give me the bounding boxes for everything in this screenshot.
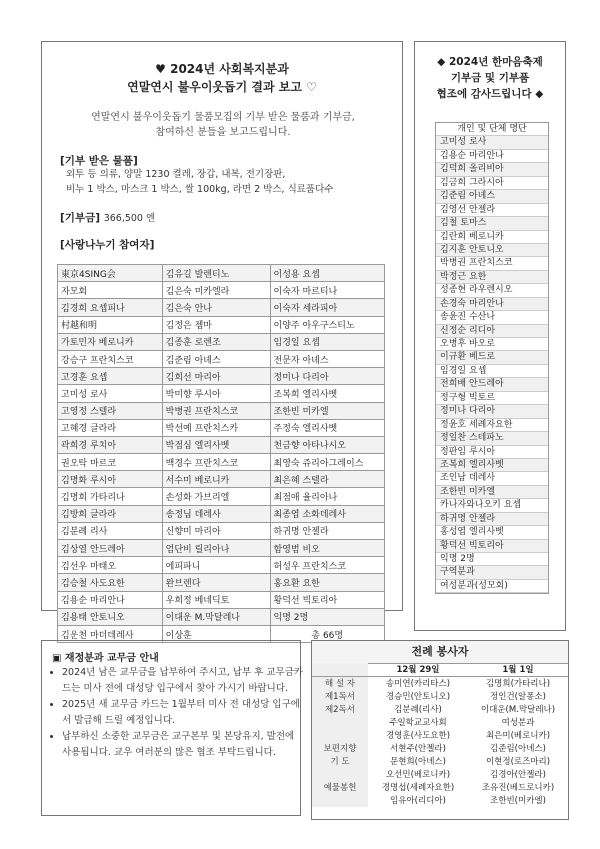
list-item: 김영선 안젤라 bbox=[436, 204, 548, 217]
server-cell: 경승민(안토니오) bbox=[385, 691, 451, 702]
participant-cell: 조복희 엘리사벳 bbox=[270, 385, 384, 402]
goods-line2: 비누 1 박스, 마스크 1 박스, 쌀 100kg, 라면 2 박스, 식료품다수 bbox=[66, 184, 334, 195]
table-row bbox=[58, 574, 385, 591]
list-item: 황덕선 빅토리아 bbox=[436, 540, 548, 553]
role-header-cell bbox=[312, 663, 368, 677]
list-item: • 2025년 새 교무금 카드는 1월부터 미사 전 대성당 입구에서 발급해 드릴 예정입니다. bbox=[62, 697, 306, 729]
participant-cell: 김분례 리사 bbox=[58, 522, 163, 539]
report-box bbox=[41, 41, 403, 641]
list-item: • 2024년 남은 교무금을 납부하여 주시고, 납부 후 교무금카드는 미사 전에 대성당 입구에서 찾아 가시기 바랍니다. bbox=[62, 665, 306, 697]
participant-cell: 이상훈 bbox=[162, 625, 270, 642]
participant-cell: 송정님 데레사 bbox=[162, 505, 270, 522]
festival-title-line2: 기부금 및 기부품 bbox=[450, 72, 530, 84]
role-cell bbox=[312, 794, 368, 807]
server-cell: 조유진(베드로니카) bbox=[481, 782, 555, 793]
participant-cell: 전문자 아녜스 bbox=[270, 350, 384, 367]
table-row bbox=[312, 768, 568, 781]
list-item: 박정근 요한 bbox=[436, 271, 548, 284]
date-header: 1월 1일 bbox=[468, 663, 568, 677]
participant-cell: 함영범 비오 bbox=[270, 540, 384, 557]
role-cell bbox=[312, 729, 368, 742]
table-row bbox=[58, 299, 385, 316]
table-row bbox=[58, 282, 385, 299]
table-row bbox=[312, 677, 568, 691]
participant-cell: 김명희 가타리나 bbox=[58, 488, 163, 505]
list-item: 이규환 베드로 bbox=[436, 351, 548, 364]
participant-cell: 김희선 마리아 bbox=[162, 368, 270, 385]
money-section bbox=[60, 210, 155, 225]
role-cell: 제2독서 bbox=[312, 703, 368, 716]
festival-thanks-title bbox=[415, 54, 565, 102]
finance-notice-list bbox=[50, 665, 306, 761]
participant-cell: 고영정 스텔라 bbox=[58, 402, 163, 419]
participant-cell: 임경일 요셉 bbox=[270, 333, 384, 350]
table-row bbox=[312, 781, 568, 794]
donor-list-header: 개인 및 단체 명단 bbox=[436, 123, 548, 136]
server-cell: 여성분과 bbox=[501, 717, 535, 728]
list-item: 조한빈 미카엘 bbox=[436, 486, 548, 499]
server-cell: 김분례(리사) bbox=[394, 704, 442, 715]
list-item: 김금희 그라시아 bbox=[436, 177, 548, 190]
table-row bbox=[58, 316, 385, 333]
participant-cell: 최종엽 소화데레사 bbox=[270, 505, 384, 522]
table-row bbox=[58, 333, 385, 350]
participant-cell: 박병권 프란치스코 bbox=[162, 402, 270, 419]
list-item: 정일찬 스테파노 bbox=[436, 432, 548, 445]
participant-cell: 익명 2명 bbox=[270, 608, 384, 625]
list-item: 손경숙 마리안나 bbox=[436, 298, 548, 311]
list-item: 전희배 안드레아 bbox=[436, 378, 548, 391]
participant-cell: 최은혜 스텔라 bbox=[270, 471, 384, 488]
table-row bbox=[58, 591, 385, 608]
role-cell: 예물봉헌 bbox=[312, 781, 368, 794]
participant-cell: 조한빈 미카엘 bbox=[270, 402, 384, 419]
participants-table bbox=[57, 264, 385, 643]
server-cell: 오선민(베로니카) bbox=[385, 769, 451, 780]
list-item: 임경일 요셉 bbox=[436, 365, 548, 378]
server-cell: 임유아(리디아) bbox=[390, 795, 446, 806]
table-row bbox=[312, 755, 568, 768]
table-row bbox=[58, 471, 385, 488]
list-item: 카나자와나오키 요셉 bbox=[436, 499, 548, 512]
participant-cell: 고경훈 요셉 bbox=[58, 368, 163, 385]
participant-cell: 에피파니 bbox=[162, 557, 270, 574]
table-row bbox=[58, 419, 385, 436]
participant-cell: 東京4SING会 bbox=[58, 265, 163, 282]
server-cell: 김준림(아녜스) bbox=[490, 743, 546, 754]
participant-cell: 김상열 안드레아 bbox=[58, 540, 163, 557]
finance-notice-title: ▣ 재정분과 교무금 안내 bbox=[52, 653, 159, 664]
table-row bbox=[58, 540, 385, 557]
participant-cell: 이숙자 세라피아 bbox=[270, 299, 384, 316]
participant-cell: 하귀명 안젤라 bbox=[270, 522, 384, 539]
participant-cell: 곽희경 루치아 bbox=[58, 436, 163, 453]
participant-cell: 총 66명 bbox=[270, 625, 384, 642]
table-row bbox=[58, 488, 385, 505]
list-item: 성종현 라우렌시오 bbox=[436, 284, 548, 297]
finance-notice-box bbox=[41, 640, 304, 816]
participant-cell: 김정은 젬마 bbox=[162, 316, 270, 333]
table-row bbox=[58, 350, 385, 367]
list-item: 신정순 리디아 bbox=[436, 325, 548, 338]
server-cell: 경명섭(세례자요한) bbox=[381, 782, 455, 793]
table-row bbox=[58, 454, 385, 471]
server-cell: 이대운(M.막달레나) bbox=[480, 704, 556, 715]
participant-cell: 황덕선 빅토리아 bbox=[270, 591, 384, 608]
goods-line1: 외투 등 의류, 양말 1230 켤레, 장갑, 내복, 전기장판, bbox=[66, 169, 286, 180]
intro-line2: 참여하신 분들을 보고드립니다. bbox=[155, 127, 291, 138]
table-row bbox=[58, 265, 385, 282]
list-item: 여성분과(성모회) bbox=[436, 580, 548, 593]
participant-cell: 이양주 아우구스티노 bbox=[270, 316, 384, 333]
list-item: 정미나 다리아 bbox=[436, 405, 548, 418]
money-value: 366,500 엔 bbox=[103, 213, 156, 224]
report-title-line2: 연말연시 불우이웃돕기 결과 보고 ♡ bbox=[127, 80, 317, 94]
list-item: 조복희 엘리사벳 bbox=[436, 459, 548, 472]
participant-cell: 김방희 글라라 bbox=[58, 505, 163, 522]
participant-cell: 손성화 가브리엘 bbox=[162, 488, 270, 505]
participant-cell: 김승철 사도요한 bbox=[58, 574, 163, 591]
report-title-line1: ♥ 2024년 사회복지분과 bbox=[155, 62, 289, 76]
role-cell: 제1독서 bbox=[312, 690, 368, 703]
list-item: 정윤호 세례자요한 bbox=[436, 419, 548, 432]
server-cell: 주일학교교사회 bbox=[389, 717, 447, 728]
participant-cell: 강승구 프란치스코 bbox=[58, 350, 163, 367]
role-cell bbox=[312, 716, 368, 729]
table-row bbox=[312, 690, 568, 703]
participant-cell: 김유길 발렌티노 bbox=[162, 265, 270, 282]
money-section-title: [기부금] bbox=[60, 212, 101, 224]
server-cell: 조한빈(미카엘) bbox=[490, 795, 546, 806]
server-cell: 이현정(로즈마리) bbox=[485, 756, 551, 767]
participant-cell: 천금향 아타나시오 bbox=[270, 436, 384, 453]
list-item: 김준림 아녜스 bbox=[436, 190, 548, 203]
server-cell: 최은미(베로니카) bbox=[485, 730, 551, 741]
participant-cell: 박미향 루시아 bbox=[162, 385, 270, 402]
participant-cell: 신향미 마리아 bbox=[162, 522, 270, 539]
participant-cell: 고미성 로사 bbox=[58, 385, 163, 402]
participant-cell: 엄단비 릴리아나 bbox=[162, 540, 270, 557]
participant-cell: 박점심 엘리사벳 bbox=[162, 436, 270, 453]
server-cell: 문현희(아녜스) bbox=[390, 756, 446, 767]
donor-name-list bbox=[435, 122, 549, 594]
participant-cell: 권오탁 마르코 bbox=[58, 454, 163, 471]
server-cell: 김경아(안젤라) bbox=[490, 769, 546, 780]
participant-cell: 김은숙 안나 bbox=[162, 299, 270, 316]
list-item: 김란희 베로니카 bbox=[436, 231, 548, 244]
participant-cell: 村越和明 bbox=[58, 316, 163, 333]
role-cell bbox=[312, 768, 368, 781]
list-item: 김덕희 올리비아 bbox=[436, 163, 548, 176]
table-row bbox=[58, 368, 385, 385]
participant-cell: 서수미 베로니카 bbox=[162, 471, 270, 488]
table-row bbox=[58, 522, 385, 539]
list-item: 정판임 루시아 bbox=[436, 446, 548, 459]
server-cell: 정인건(알퐁소) bbox=[490, 691, 546, 702]
festival-title-line3: 협조에 감사드립니다 ◆ bbox=[436, 88, 544, 100]
table-row bbox=[312, 729, 568, 742]
participant-cell: 이성용 요셉 bbox=[270, 265, 384, 282]
list-item: 홍성엽 엘리사벳 bbox=[436, 526, 548, 539]
list-item: 오병후 바오로 bbox=[436, 338, 548, 351]
table-row bbox=[312, 716, 568, 729]
intro-line1: 연말연시 불우이웃돕기 물품모집의 기부 받은 물품과 기부금, bbox=[91, 112, 355, 123]
participant-cell: 최영숙 쥬리아그레이스 bbox=[270, 454, 384, 471]
table-row bbox=[312, 703, 568, 716]
list-item: 송윤진 수산나 bbox=[436, 311, 548, 324]
participant-cell: 이숙자 마르티나 bbox=[270, 282, 384, 299]
server-cell: 경영훈(사도요한) bbox=[385, 730, 451, 741]
server-cell: 서현주(안젤라) bbox=[390, 743, 446, 754]
participant-cell: 허성우 프란치스코 bbox=[270, 557, 384, 574]
list-item: 김지훈 안토니오 bbox=[436, 244, 548, 257]
list-item: 김용순 마리안나 bbox=[436, 150, 548, 163]
list-item: 익명 2명 bbox=[436, 553, 548, 566]
table-row bbox=[312, 794, 568, 807]
participant-cell: 정미나 다리아 bbox=[270, 368, 384, 385]
participants-section-title: [사랑나누기 참여자] bbox=[60, 239, 155, 251]
participant-cell: 김운천 마더데레사 bbox=[58, 625, 163, 642]
participant-cell: 최점애 율리아나 bbox=[270, 488, 384, 505]
list-item: • 납부하신 소중한 교무금은 교구본부 및 본당유지, 발전에 사용됩니다. 교우 여러분의 많은 협조 부탁드립니다. bbox=[62, 729, 306, 761]
participant-cell: 김은숙 미카엘라 bbox=[162, 282, 270, 299]
participant-cell: 고혜경 글라라 bbox=[58, 419, 163, 436]
list-item: 고미성 로사 bbox=[436, 136, 548, 149]
liturgy-servers-box bbox=[311, 640, 569, 820]
server-cell: 송미연(카리타스) bbox=[385, 678, 451, 689]
participant-cell: 가토민자 베로니카 bbox=[58, 333, 163, 350]
role-cell: 보편지향 bbox=[312, 742, 368, 755]
liturgy-servers-table bbox=[312, 663, 568, 807]
participant-cell: 박선예 프란치스카 bbox=[162, 419, 270, 436]
participant-cell: 자모회 bbox=[58, 282, 163, 299]
liturgy-servers-title: 전례 봉사자 bbox=[312, 641, 568, 664]
participant-cell: 홍요환 요한 bbox=[270, 574, 384, 591]
participant-cell: 우희정 베네딕토 bbox=[162, 591, 270, 608]
table-row bbox=[58, 402, 385, 419]
participant-cell: 김종훈 로렌조 bbox=[162, 333, 270, 350]
list-item: 박병권 프란치스코 bbox=[436, 257, 548, 270]
table-row bbox=[58, 608, 385, 625]
table-row bbox=[58, 436, 385, 453]
date-header: 12월 29일 bbox=[368, 663, 468, 677]
list-item: 하귀명 안젤라 bbox=[436, 513, 548, 526]
table-row bbox=[58, 385, 385, 402]
table-row bbox=[58, 505, 385, 522]
role-cell: 기 도 bbox=[312, 755, 368, 768]
list-item: 조인남 데레사 bbox=[436, 472, 548, 485]
participant-cell: 완브렌다 bbox=[162, 574, 270, 591]
participant-cell: 김용태 안토니오 bbox=[58, 608, 163, 625]
list-item: 김철 토마스 bbox=[436, 217, 548, 230]
festival-title-line1: ◆ 2024년 한마음축제 bbox=[437, 56, 543, 68]
participant-cell: 주정숙 엘리사벳 bbox=[270, 419, 384, 436]
participant-cell: 김용순 마리안나 bbox=[58, 591, 163, 608]
table-row bbox=[58, 557, 385, 574]
role-cell: 해 설 자 bbox=[312, 677, 368, 691]
server-cell: 김명희(가타리나) bbox=[485, 678, 551, 689]
participant-cell: 김경희 요셉피나 bbox=[58, 299, 163, 316]
list-item: 구역분과 bbox=[436, 566, 548, 579]
festival-thanks-box bbox=[414, 41, 566, 631]
participant-cell: 김명화 루시아 bbox=[58, 471, 163, 488]
list-item: 정구형 빅토르 bbox=[436, 392, 548, 405]
participant-cell: 이대운 M.막달레나 bbox=[162, 608, 270, 625]
goods-section-title: [기부 받은 물품] bbox=[60, 155, 138, 167]
table-row bbox=[312, 742, 568, 755]
participant-cell: 김선우 마태오 bbox=[58, 557, 163, 574]
participant-cell: 김준림 아녜스 bbox=[162, 350, 270, 367]
participant-cell: 백경수 프란치스코 bbox=[162, 454, 270, 471]
